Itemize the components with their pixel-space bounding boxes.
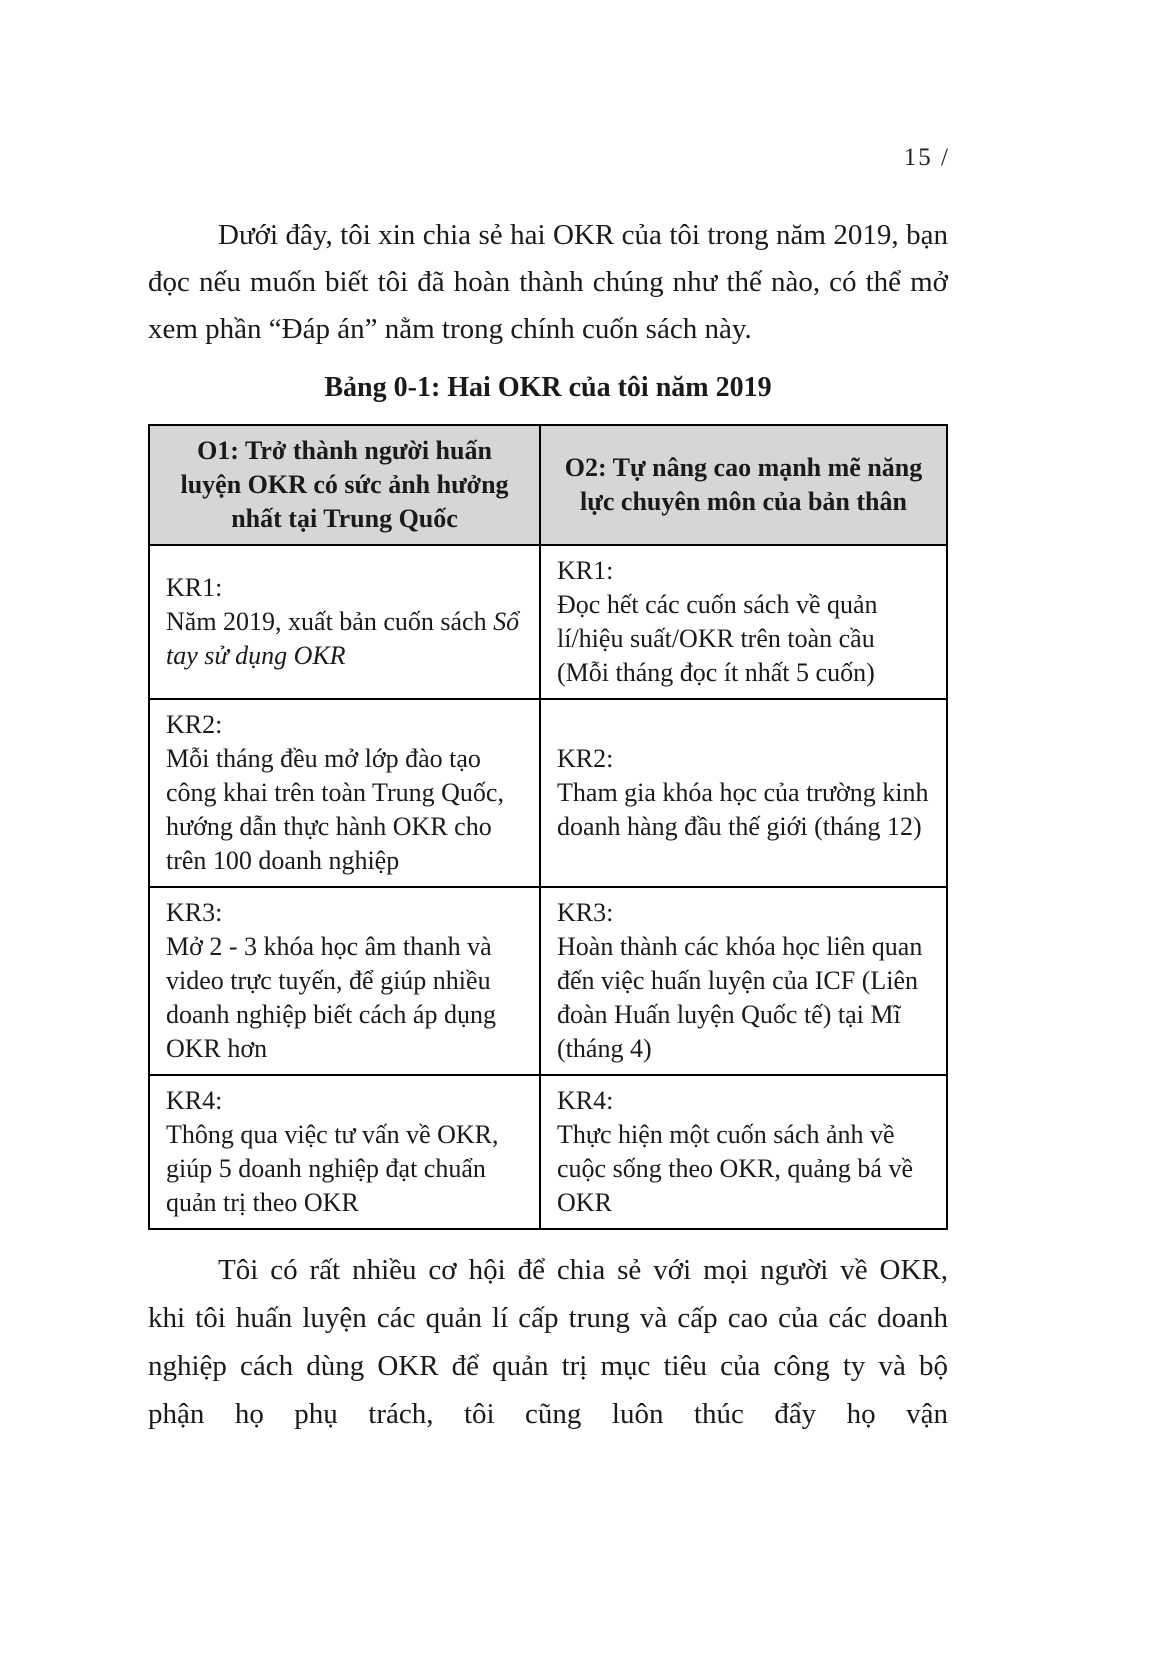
table-row-kr2: [149, 699, 947, 887]
kr-text: Đọc hết các cuốn sách về quản lí/hiệu suất/OKR trên toàn cầu (Mỗi tháng đọc ít nhất 5 cuốn): [557, 590, 878, 687]
table-header-o2: O2: Tự nâng cao mạnh mẽ năng lực chuyên môn của bản thân: [540, 425, 947, 545]
outro-paragraph: Tôi có rất nhiều cơ hội để chia sẻ với mọi người về OKR, khi tôi huấn luyện các quản lí cấp trung và cấp cao của các doanh nghiệp cách dùng OKR để quản trị mục tiêu của công ty và bộ phận họ phụ trách, tôi cũng luôn thúc đẩy họ vận: [148, 1254, 948, 1430]
kr-text: Mỗi tháng đều mở lớp đào tạo công khai trên toàn Trung Quốc, hướng dẫn thực hành OKR cho trên 100 doanh nghiệp: [166, 744, 504, 875]
table-header-row: [149, 425, 947, 545]
cell-o1-kr3: [149, 887, 540, 1075]
table-row-kr3: [149, 887, 947, 1075]
kr-label: KR2:: [557, 744, 614, 773]
table-header-o1: O1: Trở thành người huấn luyện OKR có sức ảnh hưởng nhất tại Trung Quốc: [149, 425, 540, 545]
cell-o2-kr1: [540, 545, 947, 699]
kr-label: KR4:: [166, 1086, 223, 1115]
table-row-kr4: [149, 1075, 947, 1229]
okr-table: [148, 424, 948, 1230]
cell-o2-kr3: [540, 887, 947, 1075]
table-row-kr1: [149, 545, 947, 699]
kr-text: Năm 2019, xuất bản cuốn sách: [166, 607, 494, 636]
cell-o1-kr2: [149, 699, 540, 887]
kr-text: Thông qua việc tư vấn về OKR, giúp 5 doanh nghiệp đạt chuẩn quản trị theo OKR: [166, 1120, 499, 1217]
cell-o1-kr1: [149, 545, 540, 699]
kr-label: KR1:: [557, 556, 614, 585]
kr-label: KR3:: [557, 898, 614, 927]
kr-text: Mở 2 - 3 khóa học âm thanh và video trực tuyến, để giúp nhiều doanh nghiệp biết cách áp dụng OKR hơn: [166, 932, 496, 1063]
kr-text: Thực hiện một cuốn sách ảnh về cuộc sống theo OKR, quảng bá về OKR: [557, 1120, 913, 1217]
kr-label: KR3:: [166, 898, 223, 927]
intro-paragraph: Dưới đây, tôi xin chia sẻ hai OKR của tôi trong năm 2019, bạn đọc nếu muốn biết tôi đã hoàn thành chúng như thế nào, có thể mở xem phần “Đáp án” nằm trong chính cuốn sách này.: [148, 219, 948, 345]
kr-label: KR4:: [557, 1086, 614, 1115]
page-number: 15 /: [903, 144, 950, 171]
cell-o1-kr4: [149, 1075, 540, 1229]
kr-label: KR2:: [166, 710, 223, 739]
kr-text: Hoàn thành các khóa học liên quan đến việc huấn luyện của ICF (Liên đoàn Huấn luyện Quốc tế) tại Mĩ (tháng 4): [557, 932, 923, 1063]
kr-text: Tham gia khóa học của trường kinh doanh hàng đầu thế giới (tháng 12): [557, 778, 929, 841]
kr-text-italic: Sổ tay sử dụng OKR: [166, 607, 520, 670]
kr-label: KR1:: [166, 573, 223, 602]
cell-o2-kr4: [540, 1075, 947, 1229]
table-title: Bảng 0-1: Hai OKR của tôi năm 2019: [324, 372, 772, 403]
cell-o2-kr2: [540, 699, 947, 887]
